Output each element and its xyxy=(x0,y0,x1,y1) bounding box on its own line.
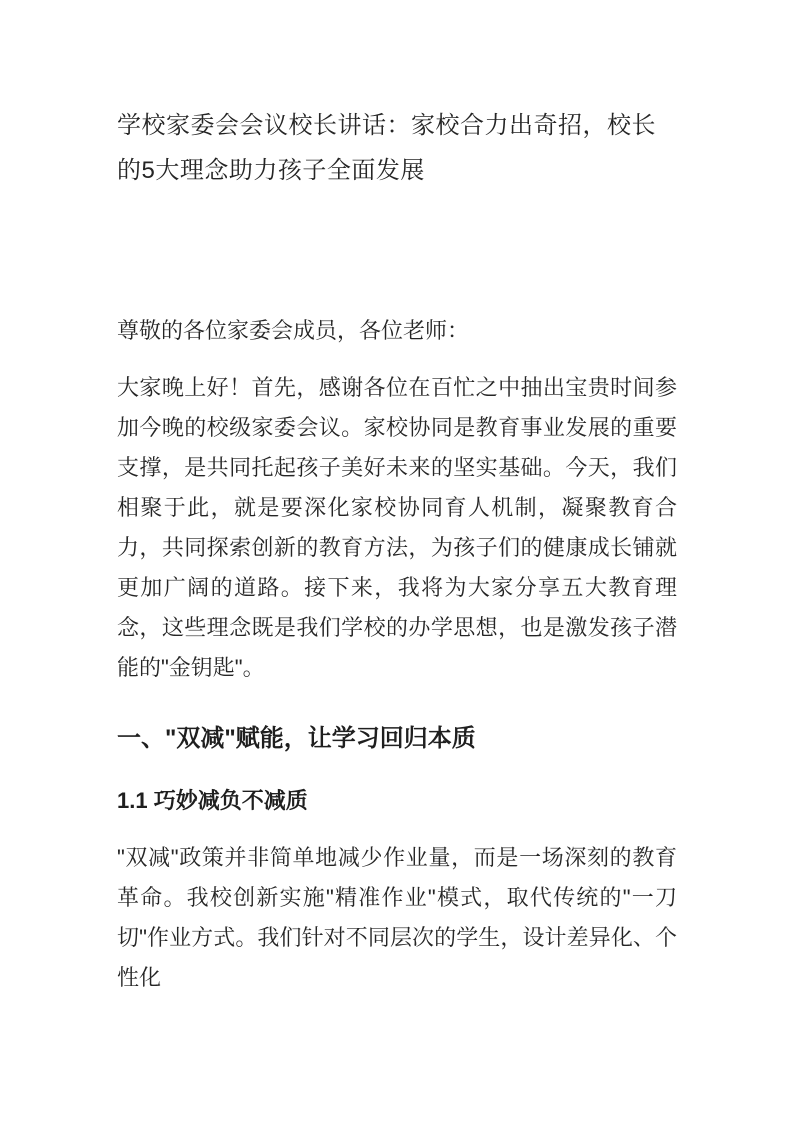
subsection-1-1-paragraph: "双减"政策并非简单地减少作业量，而是一场深刻的教育革命。我校创新实施"精准作业"模式，取代传统的"一刀切"作业方式。我们针对不同层次的学生，设计差异化、个性化 xyxy=(117,845,677,990)
intro-paragraph: 大家晚上好！首先，感谢各位在百忙之中抽出宝贵时间参加今晚的校级家委会议。家校协同是教育事业发展的重要支撑，是共同托起孩子美好未来的坚实基础。今天，我们相聚于此，就是要深化家校协同育人机制，凝聚教育合力，共同探索创新的教育方法，为孩子们的健康成长铺就更加广阔的道路。接下来，我将为大家分享五大教育理念，这些理念既是我们学校的办学思想，也是激发孩子潜能的"金钥匙"。 xyxy=(117,375,677,680)
salutation-line: 尊敬的各位家委会成员，各位老师： xyxy=(117,318,470,343)
section-1-heading: 一、"双减"赋能，让学习回归本质 xyxy=(117,725,476,752)
subsection-1-1-heading: 1.1 巧妙减负不减质 xyxy=(117,788,308,813)
document-title: 学校家委会会议校长讲话：家校合力出奇招，校长的5大理念助力孩子全面发展 xyxy=(117,112,656,184)
document-page xyxy=(117,0,677,998)
